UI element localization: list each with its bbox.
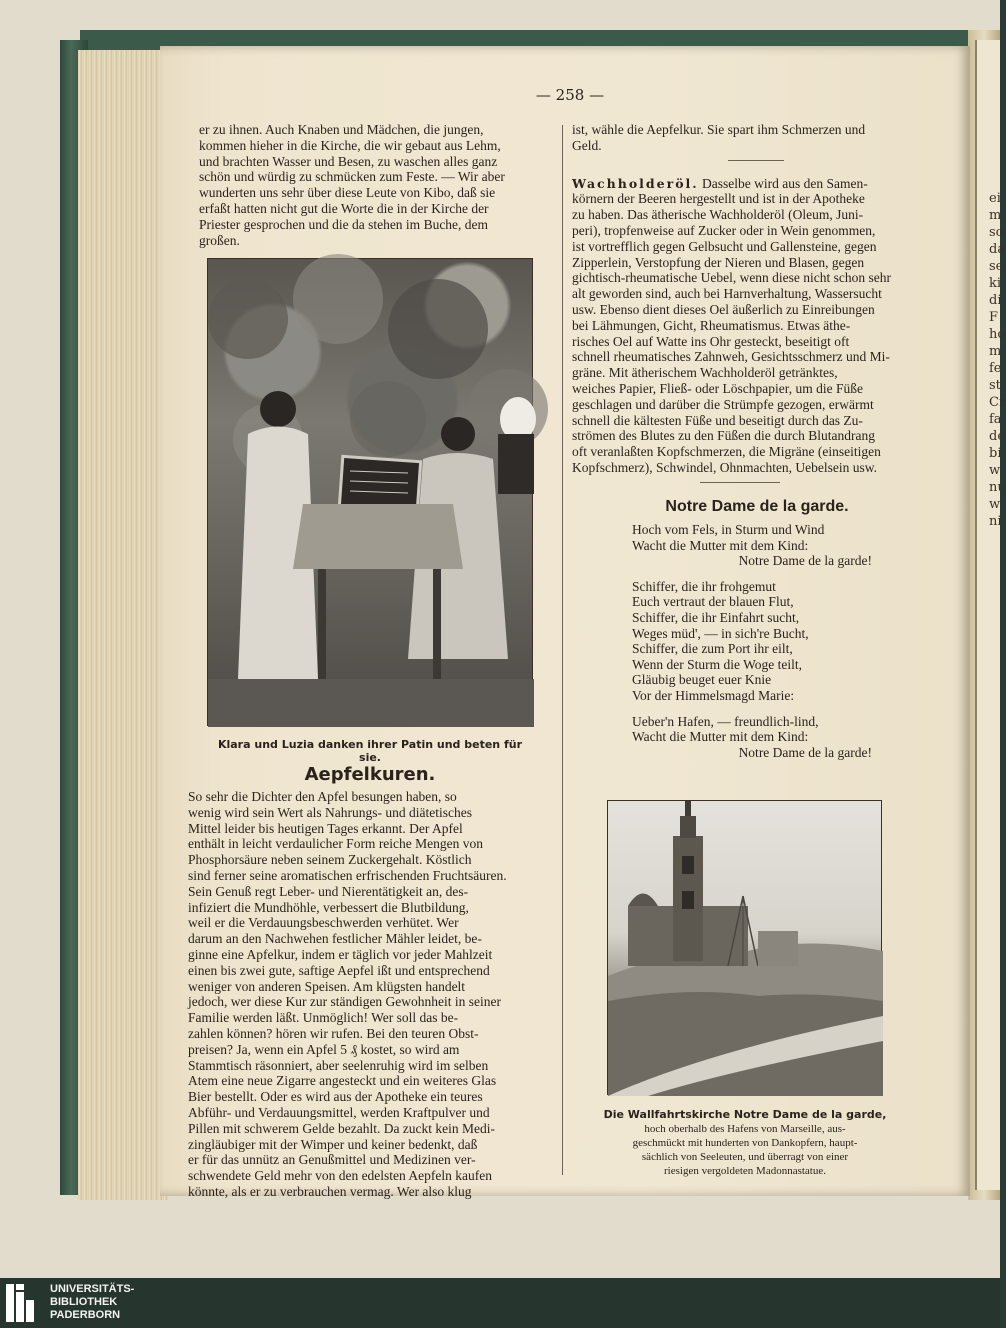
- poem-notre-dame: [632, 522, 872, 760]
- text-line: usw. Ebenso dient dieses Oel äußerlich zu Einreibungen: [572, 301, 875, 317]
- fragment-text: da: [989, 242, 1006, 257]
- text-line: preisen? Ja, wenn ein Apfel 5 ₰ kostet, so wird am: [188, 1041, 460, 1057]
- text-line: sind ferner seine aromatischen erfrischenden Fruchtsäuren.: [188, 867, 507, 883]
- library-footer: [0, 1278, 1000, 1328]
- text-line: ist, wähle die Aepfelkur. Sie spart ihm Schmerzen und: [572, 122, 866, 137]
- text-line: zingläubiger mit der Wimper und keiner bedenkt, daß: [188, 1136, 478, 1152]
- next-page-fragment: [975, 40, 1006, 1190]
- fragment-text: nu: [989, 480, 1006, 495]
- text-line: ginne eine Apfelkur, indem er täglich vor jeder Mahlzeit: [188, 946, 493, 962]
- text-line: großen.: [199, 232, 240, 248]
- fragment-text: se: [989, 259, 1004, 274]
- fragment-text: w: [989, 497, 1001, 512]
- fragment-text: m: [989, 208, 1002, 223]
- poem-line: Wenn der Sturm die Woge teilt,: [632, 656, 803, 672]
- poem-refrain: Notre Dame de la garde!: [738, 744, 872, 760]
- caption-line: riesigen vergoldeten Madonnastatue.: [664, 1165, 826, 1177]
- aepfelkuren-text: [188, 789, 545, 1200]
- text-line: Kopfschmerz), Schwindel, Ohnmachten, Uebelsein usw.: [572, 459, 878, 475]
- text-line: Phosphorsäure neben seinem Zuckergehalt. Köstlich: [188, 852, 472, 868]
- text-line: weniger von anderen Speisen. Am klügsten handelt: [188, 978, 466, 994]
- text-line: schnell rheumatisches Zahnweh, Gesichtsschmerz und Mi-: [572, 349, 890, 365]
- poem-line: Vor der Himmelsmagd Marie:: [632, 687, 795, 703]
- text-line: gräne. Mit ätherischem Wachholderöl getränktes,: [572, 365, 838, 381]
- text-line: jedoch, wer diese Kur zur ständigen Gewohnheit in seiner: [188, 994, 502, 1010]
- text-line: zu haben. Das ätherische Wachholderöl (Oleum, Juni-: [572, 207, 864, 223]
- fragment-text: di: [989, 293, 1002, 308]
- caption-title: Die Wallfahrtskirche Notre Dame de la garde,: [603, 1108, 887, 1121]
- poem-title: Notre Dame de la garde.: [665, 498, 849, 515]
- text-line: Familie werden läßt. Unmöglich! Wer soll das be-: [188, 1010, 459, 1026]
- fragment-text: ho: [989, 327, 1006, 342]
- poem-line: Schiffer, die ihr frohgemut: [632, 578, 776, 594]
- photo-church-caption: [600, 1108, 890, 1178]
- section-divider: [700, 482, 780, 483]
- fragment-text: so: [989, 225, 1004, 240]
- text-line: Sein Genuß regt Leber- und Nierentätigkeit an, des-: [188, 883, 469, 899]
- text-line: Atem eine neue Zigarre angesteckt und ein weiteres Glas: [188, 1073, 497, 1089]
- text-line: darum an den Nachwehen festlicher Mähler leidet, be-: [188, 931, 482, 947]
- text-line: kommen hieher in die Kirche, die wir gebaut aus Lehm,: [199, 137, 501, 153]
- photo-children-caption: Klara und Luzia danken ihrer Patin und beten für sie.: [217, 738, 523, 764]
- fragment-text: Cr: [989, 395, 1006, 410]
- column-divider: [562, 125, 563, 1175]
- text-line: schwendete Geld mehr von den edelsten Aepfeln kaufen: [188, 1168, 493, 1184]
- photo-children: [207, 258, 533, 726]
- text-line: ist vortrefflich gegen Gelbsucht und Gallensteine, gegen: [572, 238, 877, 254]
- caption-line: sächlich von Seeleuten, und überragt von einer: [641, 1151, 849, 1163]
- church-illustration: [608, 801, 883, 1096]
- text-line: Priester gesprochen und die da stehen im Buche, dem: [199, 216, 489, 232]
- text-line: Dasselbe wird aus den Samen-: [698, 175, 868, 191]
- text-line: So sehr die Dichter den Apfel besungen haben, so: [188, 789, 457, 804]
- poem-line: Schiffer, die ihr Einfahrt sucht,: [632, 609, 800, 625]
- fragment-text: de: [989, 429, 1006, 444]
- text-line: einen bis zwei gute, saftige Aepfel ißt und entsprechend: [188, 962, 490, 978]
- photo-church: [607, 800, 882, 1095]
- fragment-text: fe: [989, 361, 1002, 376]
- poem-line: Schiffer, die zum Port ihr eilt,: [632, 641, 793, 657]
- section-divider: [728, 160, 784, 161]
- text-line: Mittel leider bis heutigen Tages erkannt. Der Apfel: [188, 820, 463, 836]
- text-line: Abführ- und Verdauungsmittel, werden Kraftpulver und: [188, 1104, 490, 1120]
- library-name-line: BIBLIOTHEK: [50, 1296, 118, 1308]
- text-line: bei Lähmungen, Gicht, Rheumatismus. Etwas äthe-: [572, 317, 851, 333]
- poem-refrain: Notre Dame de la garde!: [738, 553, 872, 569]
- poem-line: Euch vertraut der blauen Flut,: [632, 594, 794, 610]
- text-line: zahlen können? hören wir rufen. Bei den teuren Obst-: [188, 1025, 479, 1041]
- text-line: er für das unnütz an Genußmittel und Medizinen ver-: [188, 1152, 476, 1168]
- text-line: alt geworden sind, auch bei Harnverhaltung, Wassersucht: [572, 286, 882, 302]
- text-line: wunderten uns sehr über diese Leute von Kibo, daß sie: [199, 185, 496, 201]
- text-line: strömen des Blutes zu den Füßen die durch Blutandrang: [572, 428, 875, 444]
- page-number: — 258 —: [535, 86, 605, 104]
- fragment-text: F: [989, 310, 999, 325]
- text-line: enthält in leicht verdaulicher Form reiche Mengen von: [188, 836, 484, 852]
- library-name-line: PADERBORN: [50, 1309, 121, 1321]
- fragment-text: bi: [989, 446, 1002, 461]
- text-line: und brachten Wasser und Besen, zu waschen alles ganz: [199, 153, 498, 169]
- library-name-line: UNIVERSITÄTS-: [50, 1283, 135, 1295]
- text-line: erfaßt hatten nicht gut die Worte die in der Kirche der: [199, 200, 489, 216]
- caption-line: geschmückt mit hunderten von Dankopfern, haupt-: [632, 1137, 858, 1149]
- text-line: er zu ihnen. Auch Knaben und Mädchen, die jungen,: [199, 122, 484, 137]
- right-column-text: [572, 122, 933, 476]
- children-illustration: [208, 259, 534, 727]
- library-logo-icon: [6, 1284, 40, 1322]
- fragment-text: ei: [989, 191, 1001, 206]
- poem-line: Weges müd', — in sich're Bucht,: [632, 625, 809, 641]
- poem-line: Ueber'n Hafen, — freundlich-lind,: [632, 713, 819, 729]
- text-line: Stammtisch räsonniert, aber seelenruhig wird im selben: [188, 1057, 489, 1073]
- text-line: Pillen mit schwerem Gelde bezahlt. Da zuckt kein Medi-: [188, 1120, 496, 1136]
- library-name: [50, 1283, 134, 1322]
- text-line: peri), tropfenweise auf Zucker oder in Wein genommen,: [572, 222, 876, 238]
- text-line: risches Oel auf Watte ins Ohr gesteckt, beseitigt oft: [572, 333, 850, 349]
- section-heading-aepfelkuren: Aepfelkuren.: [304, 764, 436, 785]
- text-line: Bier bestellt. Oder es wird aus der Apotheke ein teures: [188, 1089, 483, 1105]
- wachholderoel-first-line: [572, 176, 933, 192]
- fragment-text: st: [989, 378, 1001, 393]
- text-line: wenig wird sein Wert als Nahrungs- und diätetisches: [188, 804, 472, 820]
- left-column-top-text: [199, 122, 556, 248]
- text-line: weil er die Verdauungsbeschwerden verhütet. Wer: [188, 915, 459, 931]
- wachholderoel-title: Wachholderöl.: [572, 175, 699, 191]
- text-line: schön und würdig zu schmücken zum Feste. — Wir aber: [199, 169, 505, 185]
- text-line: gichtisch-rheumatische Uebel, wenn diese nicht schon sehr: [572, 270, 892, 286]
- poem-line: Wacht die Mutter mit dem Kind:: [632, 537, 809, 553]
- text-line: könnte, als er zu verbrauchen vermag. Wer also klug: [188, 1183, 472, 1199]
- poem-line: Hoch vom Fels, in Sturm und Wind: [632, 522, 825, 537]
- text-line: Zipperlein, Verstopfung der Nieren und Blasen, gegen: [572, 254, 865, 270]
- text-line: geschlagen und darüber die Strümpfe gezogen, erwärmt: [572, 396, 874, 412]
- text-line: oft veranlaßten Kopfschmerzen, die Migräne (einseitigen: [572, 444, 881, 460]
- text-line: Geld.: [572, 137, 602, 153]
- page-edges: [78, 50, 168, 1200]
- text-line: schnell die kältesten Füße und beseitigt durch das Zu-: [572, 412, 863, 428]
- fragment-text: ki: [989, 276, 1002, 291]
- poem-line: Gläubig beuget euer Knie: [632, 672, 772, 688]
- text-line: körnern der Beeren hergestellt und ist in der Apotheke: [572, 191, 865, 207]
- caption-line: hoch oberhalb des Hafens von Marseille, aus-: [644, 1123, 846, 1135]
- text-line: weiches Papier, Fließ- oder Löschpapier, um die Füße: [572, 380, 863, 396]
- fragment-text: fa: [989, 412, 1002, 427]
- fragment-text: w: [989, 463, 1001, 478]
- fragment-text: ni: [989, 514, 1002, 529]
- text-line: infiziert die Mundhöhle, verbessert die Blutbildung,: [188, 899, 469, 915]
- poem-line: Wacht die Mutter mit dem Kind:: [632, 729, 809, 745]
- fragment-text: m: [989, 344, 1002, 359]
